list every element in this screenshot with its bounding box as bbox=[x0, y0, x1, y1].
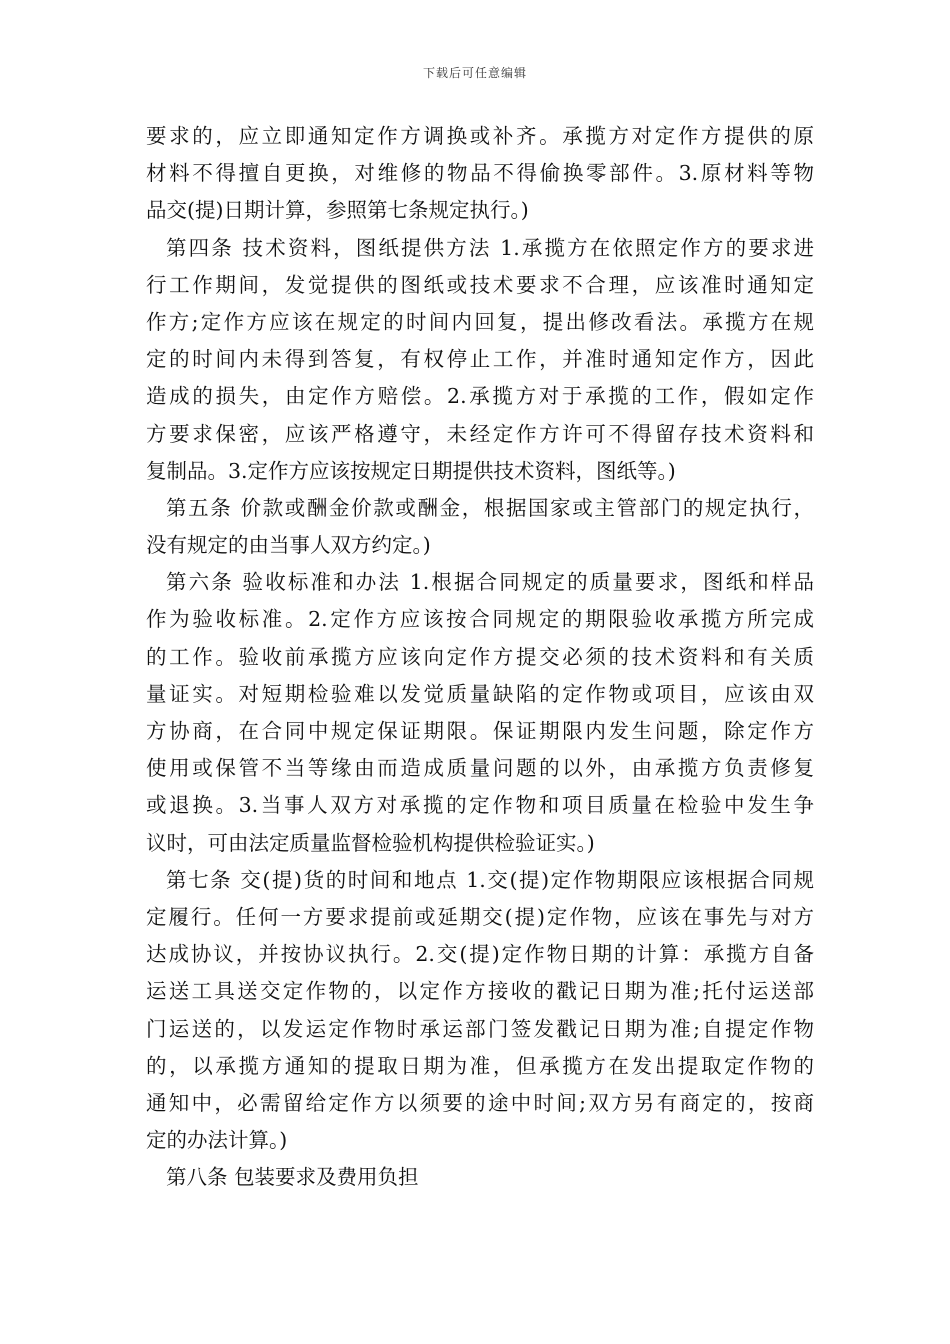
text-line: 第六条 验收标准和办法 1.根据合同规定的质量要求，图纸和样品 bbox=[166, 570, 814, 595]
text-line: 作方;定作方应该在规定的时间内回复，提出修改看法。承揽方在规 bbox=[146, 309, 814, 334]
text-line: 门运送的，以发运定作物时承运部门签发戳记日期为准;自提定作物 bbox=[146, 1016, 814, 1041]
paragraph bbox=[146, 862, 814, 1160]
text-line: 定履行。任何一方要求提前或延期交(提)定作物，应该在事先与对方 bbox=[146, 904, 814, 929]
text-line: 材料不得擅自更换，对维修的物品不得偷换零部件。3.原材料等物 bbox=[146, 161, 814, 186]
text-line: 作为验收标准。2.定作方应该按合同规定的期限验收承揽方所完成 bbox=[146, 607, 814, 632]
text-line: 行工作期间，发觉提供的图纸或技术要求不合理，应该准时通知定 bbox=[146, 272, 814, 297]
text-line: 第七条 交(提)货的时间和地点 1.交(提)定作物期限应该根据合同规 bbox=[166, 867, 814, 892]
text-line: 要求的，应立即通知定作方调换或补齐。承揽方对定作方提供的原 bbox=[146, 124, 814, 148]
paragraph bbox=[146, 118, 814, 230]
text-line: 使用或保管不当等缘由而造成质量问题的以外，由承揽方负责修复 bbox=[146, 756, 814, 781]
text-line: 达成协议，并按协议执行。2.交(提)定作物日期的计算：承揽方自备 bbox=[146, 942, 814, 967]
text-line: 方协商，在合同中规定保证期限。保证期限内发生问题，除定作方 bbox=[146, 719, 814, 743]
text-line: 量证实。对短期检验难以发觉质量缺陷的定作物或项目，应该由双 bbox=[146, 681, 814, 706]
text-line: 通知中，必需留给定作方以须要的途中时间;双方另有商定的，按商 bbox=[146, 1090, 814, 1115]
text-line: 第五条 价款或酬金价款或酬金，根据国家或主管部门的规定执行， bbox=[166, 495, 814, 520]
text-line: 或退换。3.当事人双方对承揽的定作物和项目质量在检验中发生争 bbox=[146, 793, 814, 818]
paragraph bbox=[146, 564, 814, 862]
text-line: 运送工具送交定作物的，以定作方接收的戳记日期为准;托付运送部 bbox=[146, 979, 814, 1004]
text-line: 造成的损失，由定作方赔偿。2.承揽方对于承揽的工作，假如定作 bbox=[146, 384, 814, 409]
text-line: 议时，可由法定质量监督检验机构提供检验证实。) bbox=[146, 830, 595, 855]
text-line: 的工作。验收前承揽方应该向定作方提交必须的技术资料和有关质 bbox=[146, 644, 814, 669]
paragraph bbox=[146, 490, 814, 564]
document-body bbox=[146, 118, 814, 1196]
text-line: 的，以承揽方通知的提取日期为准，但承揽方在发出提取定作物的 bbox=[146, 1053, 814, 1078]
text-line: 没有规定的由当事人双方约定。) bbox=[146, 533, 431, 558]
page-header: 下载后可任意编辑 bbox=[422, 66, 527, 80]
text-line: 第四条 技术资料，图纸提供方法 1.承揽方在依照定作方的要求进 bbox=[166, 235, 814, 260]
text-line: 方要求保密，应该严格遵守，未经定作方许可不得留存技术资料和 bbox=[146, 421, 814, 446]
text-line: 定的办法计算。) bbox=[146, 1128, 288, 1153]
text-line: 定的时间内未得到答复，有权停止工作，并准时通知定作方，因此 bbox=[146, 347, 814, 372]
text-line: 品交(提)日期计算，参照第七条规定执行。) bbox=[146, 198, 529, 223]
text-line: 第八条 包装要求及费用负担 bbox=[166, 1165, 419, 1190]
paragraph bbox=[146, 1159, 814, 1196]
paragraph bbox=[146, 230, 814, 490]
text-line: 复制品。3.定作方应该按规定日期提供技术资料，图纸等。) bbox=[146, 458, 676, 483]
